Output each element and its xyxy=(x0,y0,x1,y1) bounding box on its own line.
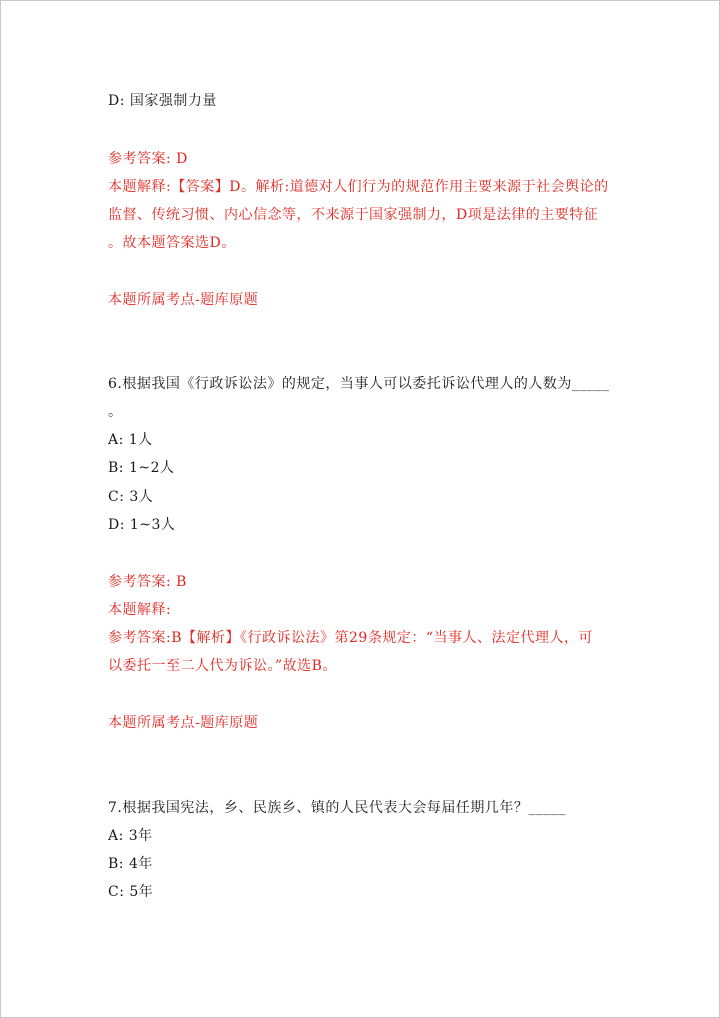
q6-option-c: C: 3人 xyxy=(108,489,154,505)
q6-explanation-line-2: 以委托一至二人代为诉讼。”故选B。 xyxy=(108,658,337,674)
q7-question-line-1: 7.根据我国宪法，乡、民族乡、镇的人民代表大会每届任期几年？_____ xyxy=(108,800,566,816)
q7-option-b: B: 4年 xyxy=(108,856,153,872)
q6-question-line-1: 6.根据我国《行政诉讼法》的规定，当事人可以委托诉讼代理人的人数为_____ xyxy=(108,376,610,392)
q6-option-d: D: 1~3人 xyxy=(108,517,176,533)
q6-explanation-label: 本题解释: xyxy=(108,602,172,618)
q5-answer: 参考答案: D xyxy=(108,151,188,167)
q6-question-line-2: 。 xyxy=(108,404,123,420)
q6-source: 本题所属考点-题库原题 xyxy=(108,715,259,731)
q6-answer: 参考答案: B xyxy=(108,574,187,590)
q6-option-b: B: 1~2人 xyxy=(108,460,175,476)
q5-explanation-line-1: 本题解释:【答案】D。解析:道德对人们行为的规范作用主要来源于社会舆论的 xyxy=(108,179,609,195)
q7-option-a: A: 3年 xyxy=(108,828,153,844)
q5-source: 本题所属考点-题库原题 xyxy=(108,292,259,308)
q5-explanation-line-2: 监督、传统习惯、内心信念等，不来源于国家强制力，D项是法律的主要特征 xyxy=(108,207,599,223)
q5-explanation-line-3: 。故本题答案选D。 xyxy=(108,235,236,251)
q7-option-c: C: 5年 xyxy=(108,884,154,900)
q6-option-a: A: 1人 xyxy=(108,432,153,448)
q5-option-d: D: 国家强制力量 xyxy=(108,93,217,109)
q6-explanation-line-1: 参考答案:B【解析】《行政诉讼法》第29条规定：“当事人、法定代理人，可 xyxy=(108,630,593,646)
